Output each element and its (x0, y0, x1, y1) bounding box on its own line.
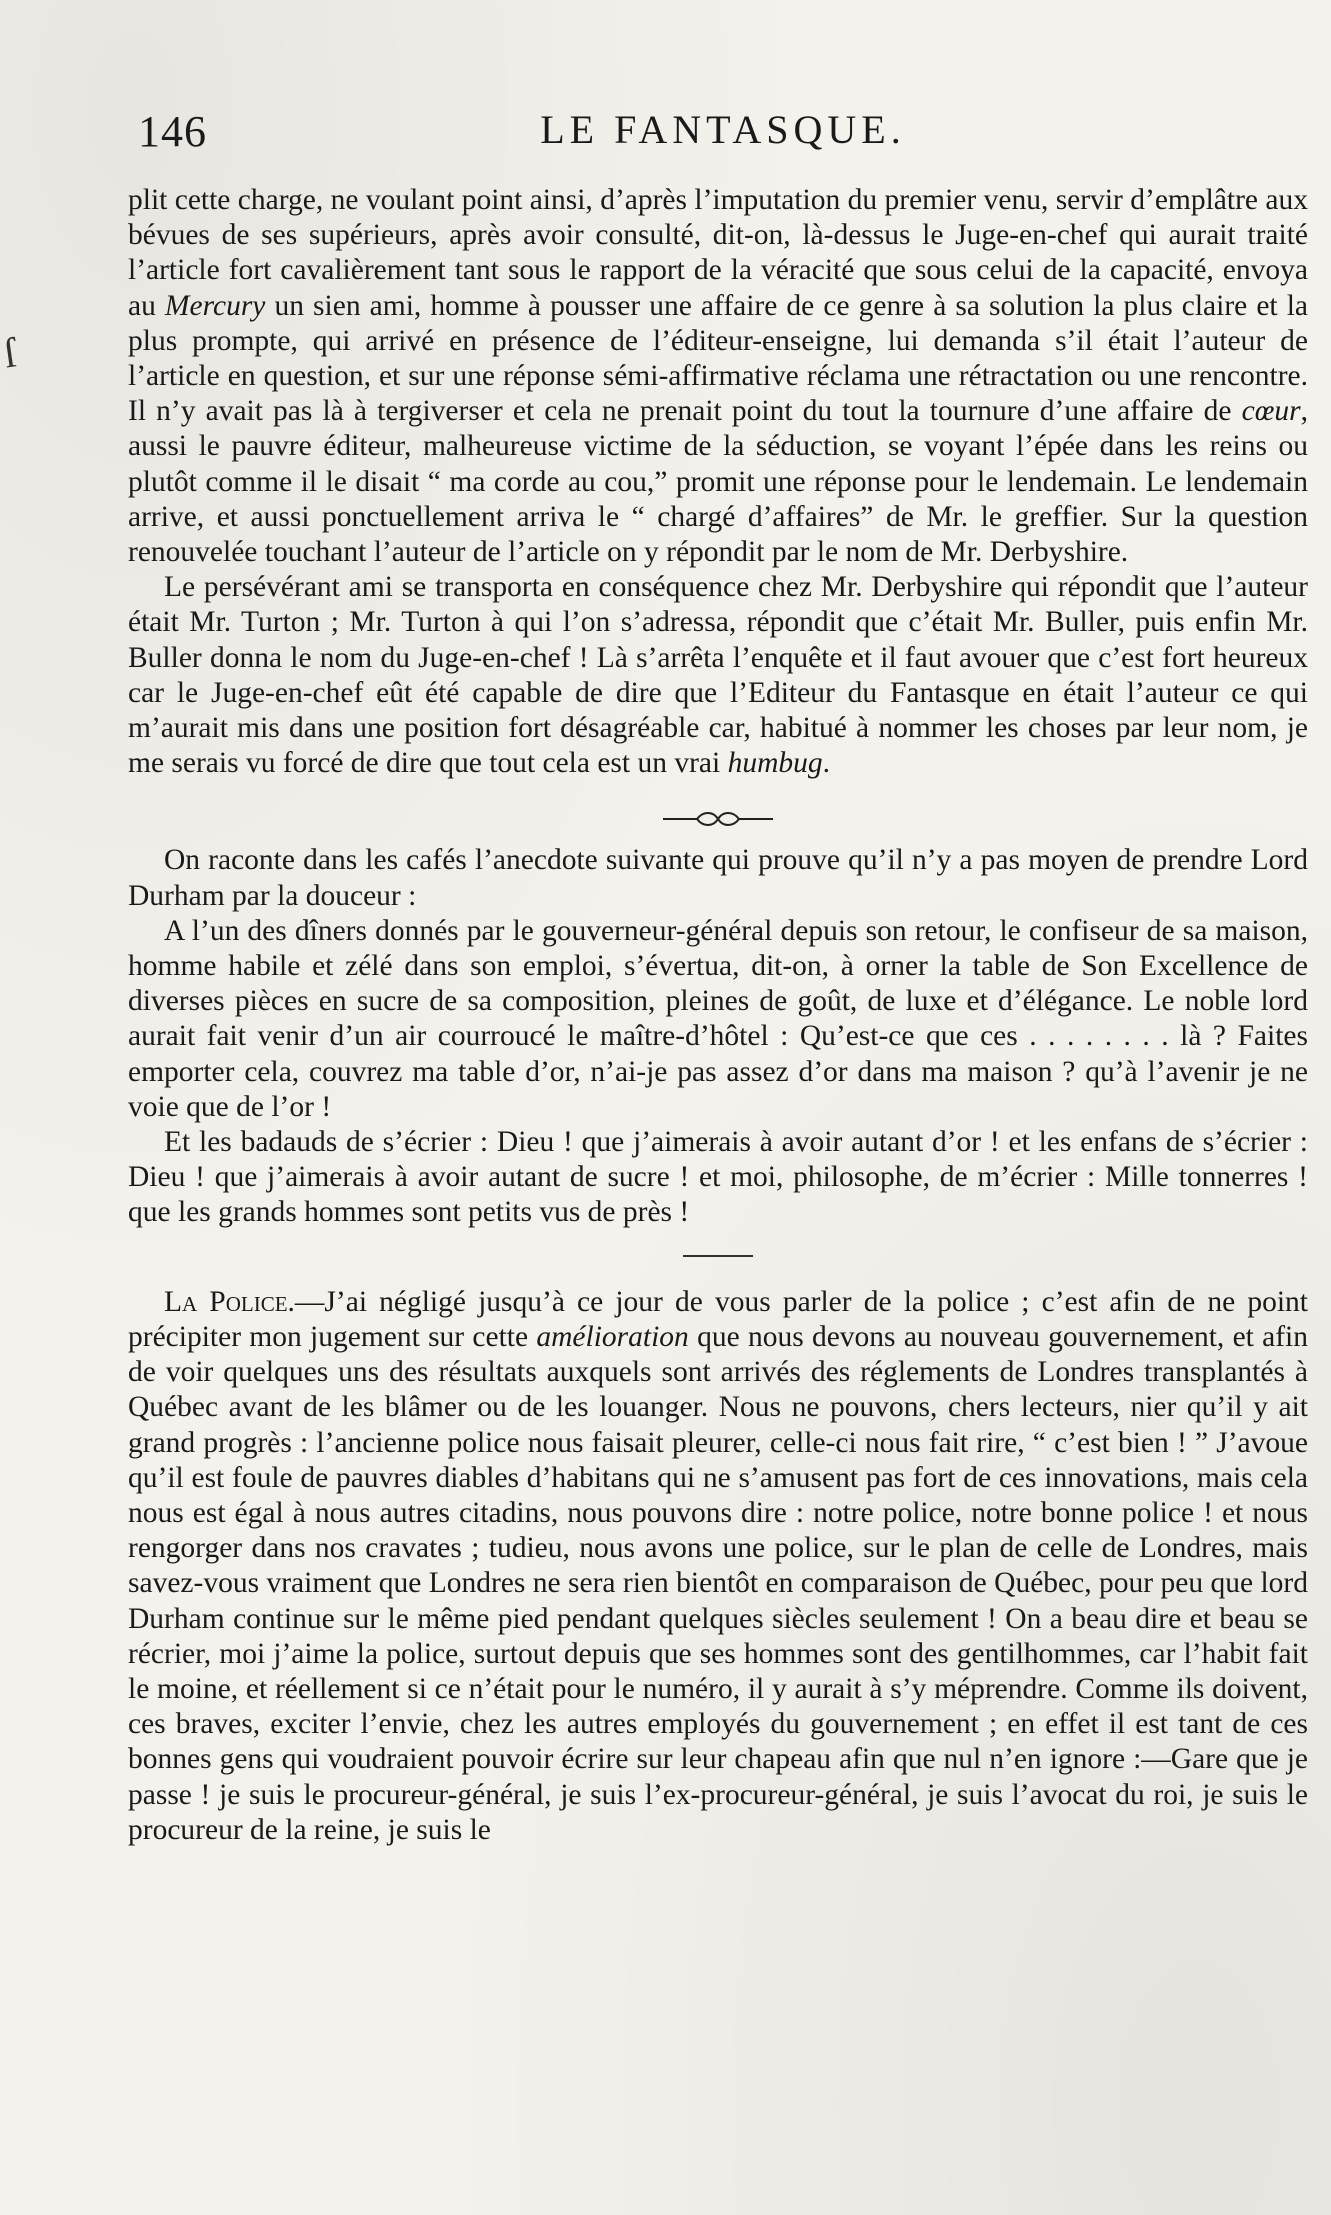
text-run: . (822, 747, 831, 780)
text-run: plit cette charge, ne voulant point ainsi, d’après l’imputation du premier venu, servir d’emplâtre aux bévues de ses supérieurs, après avoir consulté, dit-on, là-dessus le Juge-en-chef qui aurait traité l’article fort cavalièrement tant sous le rapport de la véracité que sous celui de la capacité, envoya au (128, 184, 1308, 322)
text-run: un sien ami, homme à pousser une affaire de ce genre à sa solution la plus claire et la plus prompte, qui arrivé en présence de l’éditeur-enseigne, lui demanda s’il était l’auteur de l’article en question, et sur une réponse sémi-affirmative réclama une rétractation ou une rencontre. Il n’y avait pas là à tergiverser et cela ne prenait point du tout la tournure d’une affaire de (128, 289, 1308, 428)
text-run: , aussi le pauvre éditeur, malheureuse victime de la séduction, se voyant l’épée dans les reins ou plutôt comme il le disait “ ma corde au cou,” promit une réponse pour le lendemain. Le lendemain arrive, et aussi ponctuellement arriva le “ chargé d’affaires” de Mr. le greffier. Sur la question renouvelée touchant l’auteur de l’article on y répondit par le nom de Mr. Derbyshire. (128, 395, 1308, 569)
section-rule (683, 1255, 753, 1257)
paragraph: A l’un des dîners donnés par le gouverneur-général depuis son retour, le confiseur de sa maison, homme habile et zélé dans son emploi, s’évertua, dit-on, à orner la table de Son Excellence de diverses pièces en sucre de sa composition, pleines de goût, de luxe et d’élégance. Le noble lord aurait fait venir d’un air courroucé le maître-d’hôtel : Qu’est-ce que ces . . . . . . . . là ? Faites emporter cela, couvrez ma table d’or, n’ai-je pas assez d’or dans ma maison ? qu’à l’avenir je ne voie que de l’or ! (128, 914, 1308, 1123)
ornament-divider (128, 809, 1308, 829)
italic-run: amélioration (536, 1320, 689, 1353)
paragraph (128, 570, 1308, 781)
section-heading: La Police. (164, 1285, 295, 1318)
flourish-ornament-icon (663, 810, 773, 828)
italic-run: cœur (1241, 395, 1301, 428)
italic-run: Mercury (164, 289, 266, 322)
running-title: LE FANTASQUE. (540, 107, 906, 152)
paragraph: Et les badauds de s’écrier : Dieu ! que j’aimerais à avoir autant d’or ! et les enfans de s’écrier : Dieu ! que j’aimerais à avoir autant de sucre ! et moi, philosophe, de m’écrier : Mille tonnerres ! que les grands hommes sont petits vus de près ! (128, 1126, 1308, 1229)
text-run: —J’ai négligé jusqu’à ce jour de vous parler de la police ; c’est afin de ne point précipiter mon jugement sur cette (128, 1285, 1308, 1353)
article-body (128, 183, 1308, 1848)
page-header (138, 106, 1308, 166)
italic-run: humbug (727, 747, 823, 780)
page-number: 146 (138, 107, 207, 156)
paragraph-continued (128, 183, 1308, 570)
paragraph: On raconte dans les cafés l’anecdote suivante qui prouve qu’il n’y a pas moyen de prendre Lord Durham par la douceur : (128, 844, 1308, 912)
margin-annotation: ſ (0, 330, 19, 378)
paragraph (128, 1285, 1308, 1848)
text-run: que nous devons au nouveau gouvernement, et afin de voir quelques uns des résultats auxquels sont arrivés des réglements de Londres transplantés à Québec avant de les blâmer ou de les louanger. Nous ne pouvons, chers lecteurs, nier qu’il y ait grand progrès : l’ancienne police nous faisait pleurer, celle-ci nous fait rire, “ c’est bien ! ” J’avoue qu’il est foule de pauvres diables d’habitans qui ne s’amusent pas fort de ces innovations, mais cela nous est égal à nous autres citadins, nous pouvons dire : notre police, notre bonne police ! et nous rengorger dans nos cravates ; tudieu, nous avons une police, sur le plan de celle de Londres, mais savez-vous vraiment que Londres ne sera rien bientôt en comparaison de Québec, pour peu que lord Durham continue sur le même pied pendant quelques siècles seulement ! On a beau dire et beau se récrier, moi j’aime la police, surtout depuis que ses hommes sont des gentilhommes, car l’habit fait le moine, et réellement si ce n’était pour le numéro, il y aurait à s’y méprendre. Comme ils doivent, ces braves, exciter l’envie, chez les autres employés du gouvernement ; en effet il est tant de ces bonnes gens qui voudraient pouvoir écrire sur leur chapeau afin que nul n’en ignore :—Gare que je passe ! je suis le procureur-général, je suis l’ex-procureur-général, je suis l’avocat du roi, je suis le procureur de la reine, je suis le (128, 1320, 1308, 1846)
text-run: Le persévérant ami se transporta en conséquence chez Mr. Derbyshire qui répondit que l’auteur était Mr. Turton ; Mr. Turton à qui l’on s’adressa, répondit que c’était Mr. Buller, puis enfin Mr. Buller donna le nom du Juge-en-chef ! Là s’arrêta l’enquête et il faut avouer que c’est fort heureux car le Juge-en-chef eût été capable de dire que l’Editeur du Fantasque en était l’auteur ce qui m’aurait mis dans une position fort désagréable car, habitué à nommer les choses par leur nom, je me serais vu forcé de dire que tout cela est un vrai (128, 571, 1308, 780)
